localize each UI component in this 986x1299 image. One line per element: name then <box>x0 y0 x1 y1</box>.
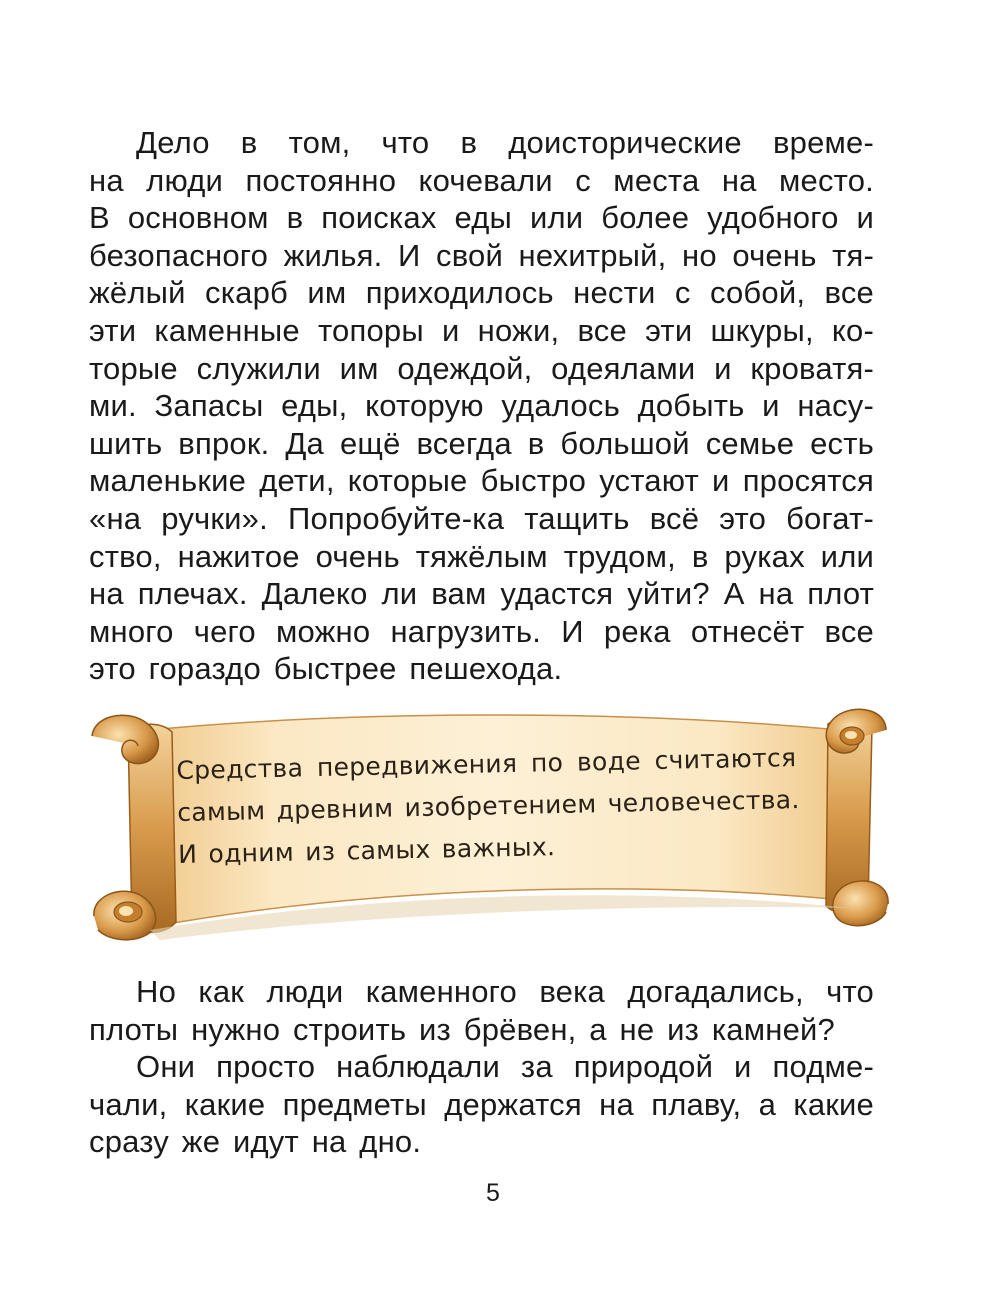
text-line: сразу же идут на дно. <box>89 1124 422 1160</box>
paragraph-1 <box>89 124 874 688</box>
page-number: 5 <box>486 1179 500 1207</box>
text-line: на люди постоянно кочевали с места на место. <box>89 162 874 198</box>
scroll-note-line: самым древним изобретением человечества. <box>177 784 800 827</box>
text-line: эти каменные топоры и ножи, все эти шкуры, ко- <box>89 312 874 348</box>
text-line: ство, нажитое очень тяжёлым трудом, в руках или <box>89 538 874 574</box>
text-line: Они просто наблюдали за природой и подме- <box>136 1049 874 1085</box>
text-line: жёлый скарб им приходилось нести с собой, все <box>89 275 874 311</box>
text-line: В основном в поисках еды или более удобного и <box>89 200 874 236</box>
text-line: ми. Запасы еды, которую удалось добыть и насу- <box>89 388 874 424</box>
text-line: Но как люди каменного века догадались, что <box>136 974 874 1009</box>
text-line: маленькие дети, которые быстро устают и просятся <box>89 463 874 499</box>
text-line: безопасного жилья. И свой нехитрый, но очень тя- <box>89 237 874 273</box>
paragraph-2 <box>89 973 874 1161</box>
text-line: шить впрок. Да ещё всегда в большой семье есть <box>89 425 874 461</box>
text-line: торые служили им одеждой, одеялами и кроватя- <box>89 350 874 386</box>
text-line: Дело в том, что в доисторические време- <box>136 125 874 160</box>
scroll-note-line: Средства передвижения по воде считаются <box>176 743 797 785</box>
text-line: чали, какие предметы держатся на плаву, а какие <box>89 1086 874 1122</box>
scroll-note-text <box>176 737 799 876</box>
text-line: много чего можно нагрузить. И река отнесёт все <box>89 613 874 649</box>
scroll-note-line: И одним из самых важных. <box>177 832 556 869</box>
text-line: на плечах. Далеко ли вам удастся уйти? А на плот <box>89 576 874 612</box>
text-line: плоты нужно строить из брёвен, а не из камней? <box>89 1011 835 1047</box>
parchment-scroll <box>80 690 900 960</box>
text-line: это гораздо быстрее пешехода. <box>89 651 563 687</box>
text-line: «на ручки». Попробуйте-ка тащить всё это богат- <box>89 500 874 536</box>
